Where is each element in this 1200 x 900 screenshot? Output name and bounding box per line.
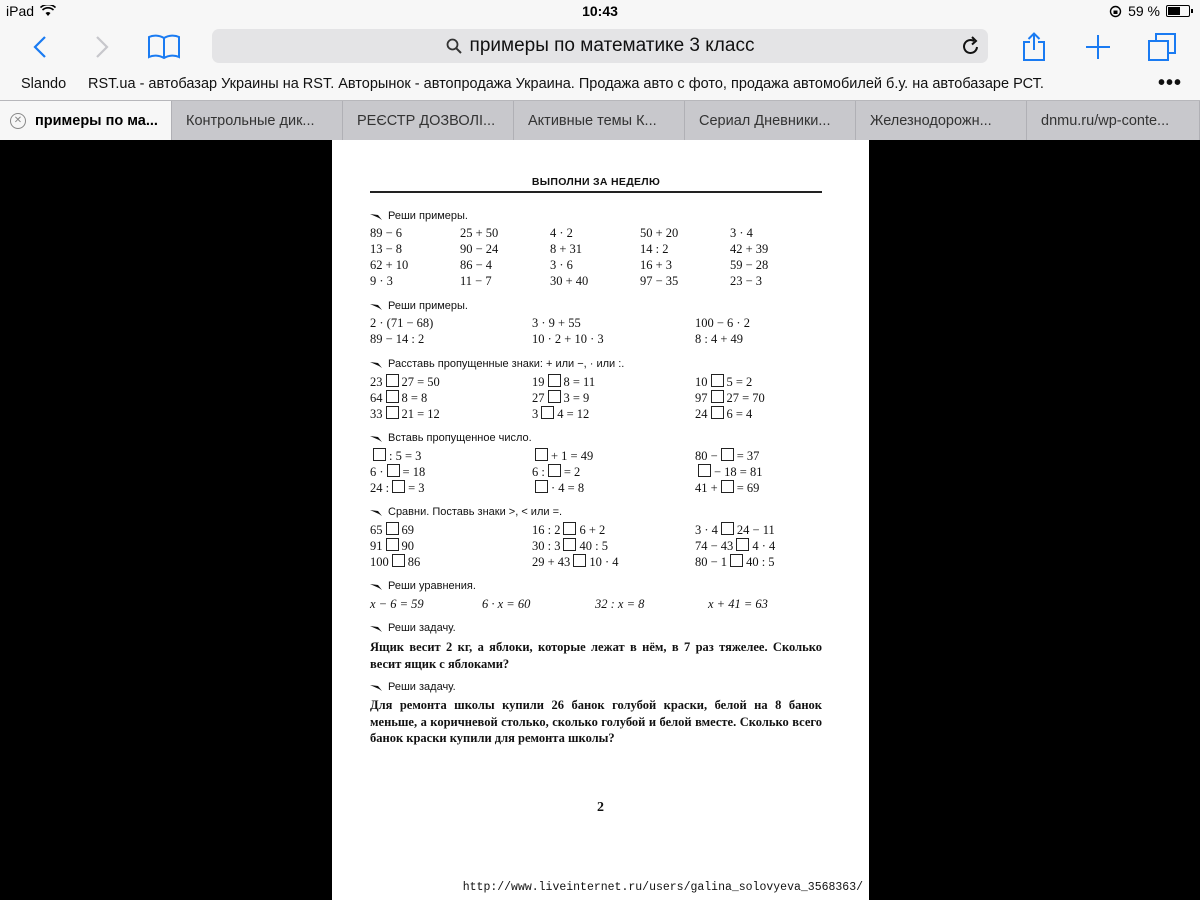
- section-heading: [370, 358, 624, 370]
- exercise-left: 3 · 4: [695, 523, 718, 537]
- exercise: 8 : 4 + 49: [695, 332, 744, 346]
- exercise-with-blank: [370, 374, 440, 390]
- chevron-right-icon: [95, 35, 109, 59]
- word-problem: Ящик весит 2 кг, а яблоки, которые лежат в нём, в 7 раз тяжелее. Сколько весит ящик с яблоками?: [370, 640, 822, 671]
- exercise-right: = 37: [736, 449, 760, 463]
- exercise-with-blank: [695, 448, 759, 464]
- heading-text: Сравни. Поставь знаки >, < или =.: [388, 506, 563, 518]
- section-heading: [370, 681, 456, 693]
- exercise: 97 − 35: [640, 274, 679, 288]
- exercise: 3 · 4: [730, 226, 753, 240]
- search-icon: [446, 38, 462, 54]
- pencil-icon: [370, 302, 383, 310]
- exercise-right: 21 = 12: [401, 407, 440, 421]
- exercise-right: 40 : 5: [746, 555, 775, 569]
- search-query: примеры по математике 3 класс: [469, 35, 755, 56]
- section-heading: [370, 300, 468, 312]
- exercise: 10 · 2 + 10 · 3: [532, 332, 604, 346]
- exercise-left: 74 − 43: [695, 539, 734, 553]
- blank-box: [711, 374, 724, 387]
- title-divider: [370, 191, 822, 193]
- pencil-icon: [370, 624, 383, 632]
- forward-button[interactable]: [84, 30, 120, 64]
- bookmarks-button[interactable]: [146, 30, 182, 64]
- heading-text: Реши задачу.: [388, 681, 456, 693]
- exercise-with-blank: [695, 406, 752, 422]
- exercise-left: 80 − 1: [695, 555, 728, 569]
- exercise: 62 + 10: [370, 258, 409, 272]
- exercise-with-blank: [370, 448, 421, 464]
- exercise: 23 − 3: [730, 274, 763, 288]
- exercise-right: = 2: [563, 465, 581, 479]
- exercise-with-blank: [532, 406, 589, 422]
- exercise-right: 40 : 5: [579, 539, 608, 553]
- tab[interactable]: [343, 101, 514, 140]
- exercise: 8 + 31: [550, 242, 583, 256]
- exercise: 89 − 6: [370, 226, 403, 240]
- exercise-with-blank: [532, 554, 618, 570]
- tab-label: РЕЄСТР ДОЗВОЛІ...: [357, 112, 496, 129]
- plus-icon: [1085, 34, 1111, 60]
- exercise-left: 33: [370, 407, 383, 421]
- exercise-right: = 18: [402, 465, 426, 479]
- page-number: 2: [597, 800, 604, 815]
- tab[interactable]: [1027, 101, 1200, 140]
- back-button[interactable]: [22, 30, 58, 64]
- exercise-with-blank: [695, 522, 775, 538]
- battery-icon: [1166, 5, 1190, 17]
- heading-text: Реши уравнения.: [388, 580, 476, 592]
- exercise-with-blank: [695, 538, 775, 554]
- exercise-left: 16 : 2: [532, 523, 561, 537]
- exercise: 16 + 3: [640, 258, 673, 272]
- exercise-with-blank: [695, 464, 762, 480]
- blank-box: [711, 390, 724, 403]
- exercise-left: 30 : 3: [532, 539, 561, 553]
- word-problem: Для ремонта школы купили 26 банок голубой краски, белой на 8 банок меньше, а коричневой столько, сколько голубой и белой вместе. Сколько всего банок краски купили для ремонта школы?: [370, 698, 822, 745]
- exercise-with-blank: [695, 554, 775, 570]
- blank-box: [563, 522, 576, 535]
- pencil-icon: [370, 582, 383, 590]
- exercise: 59 − 28: [730, 258, 769, 272]
- exercise-left: 19: [532, 375, 545, 389]
- exercise-left: 3: [532, 407, 539, 421]
- exercise-with-blank: [532, 464, 580, 480]
- tab-label: Железнодорожн...: [870, 112, 992, 129]
- blank-box: [736, 538, 749, 551]
- exercise-with-blank: [532, 480, 584, 496]
- exercise-left: 27: [532, 391, 545, 405]
- exercise-right: 27 = 50: [401, 375, 440, 389]
- blank-box: [548, 464, 561, 477]
- tabs-icon: [1147, 32, 1177, 62]
- close-tab-icon[interactable]: ✕: [10, 113, 26, 129]
- exercise: 2 · (71 − 68): [370, 316, 434, 330]
- blank-box: [386, 406, 399, 419]
- exercise-with-blank: [370, 406, 440, 422]
- exercise-with-blank: [695, 390, 765, 406]
- bookmarks-more[interactable]: •••: [1157, 72, 1182, 94]
- exercise-left: 97: [695, 391, 708, 405]
- exercise-right: 5 = 2: [726, 375, 753, 389]
- section-heading: [370, 622, 456, 634]
- exercise: 3 · 6: [550, 258, 573, 272]
- blank-box: [548, 390, 561, 403]
- blank-box: [392, 480, 405, 493]
- exercise-left: 80 −: [695, 449, 718, 463]
- exercise: 14 : 2: [640, 242, 669, 256]
- exercise: 89 − 14 : 2: [370, 332, 425, 346]
- blank-box: [373, 448, 386, 461]
- tab[interactable]: [685, 101, 856, 140]
- device-name: iPad: [6, 3, 35, 19]
- exercise-right: 4 = 12: [557, 407, 590, 421]
- exercise: x + 41 = 63: [708, 597, 768, 611]
- exercise-with-blank: [532, 538, 608, 554]
- bookmark-item[interactable]: RST.ua - автобазар Украины на RST. Авторынок - автопродажа Украина. Продажа авто с фото, продажа автомобилей б.у. на автобазаре РСТ.: [88, 76, 1044, 92]
- exercise-right: + 1 = 49: [551, 449, 594, 463]
- heading-text: Вставь пропущенное число.: [388, 432, 532, 444]
- bookmarks-bar: [0, 70, 1200, 100]
- exercise: 100 − 6 · 2: [695, 316, 750, 330]
- exercise-right: 24 − 11: [736, 523, 775, 537]
- exercise-with-blank: [532, 390, 589, 406]
- exercise: 13 − 8: [370, 242, 403, 256]
- blank-box: [386, 390, 399, 403]
- exercise: 3 · 9 + 55: [532, 316, 581, 330]
- blank-box: [721, 522, 734, 535]
- exercise: 30 + 40: [550, 274, 589, 288]
- exercise: 6 · x = 60: [482, 597, 531, 611]
- exercise: 50 + 20: [640, 226, 679, 240]
- blank-box: [721, 480, 734, 493]
- exercise-with-blank: [370, 554, 420, 570]
- exercise-left: 24: [695, 407, 708, 421]
- book-icon: [147, 34, 181, 60]
- tab[interactable]: [172, 101, 343, 140]
- exercise-right: 8 = 8: [401, 391, 428, 405]
- exercise-right: = 69: [736, 481, 760, 495]
- share-button[interactable]: [1016, 30, 1052, 64]
- blank-box: [535, 480, 548, 493]
- exercise-right: 6 = 4: [726, 407, 753, 421]
- heading-text: Реши задачу.: [388, 622, 456, 634]
- exercise: 86 − 4: [460, 258, 493, 272]
- exercise-right: 8 = 11: [563, 375, 596, 389]
- heading-text: Реши примеры.: [388, 300, 468, 312]
- section-heading: [370, 210, 468, 222]
- exercise: 11 − 7: [460, 274, 492, 288]
- blank-box: [698, 464, 711, 477]
- exercise-right: − 18 = 81: [714, 465, 763, 479]
- exercise-left: 23: [370, 375, 383, 389]
- exercise-left: 29 + 43: [532, 555, 571, 569]
- exercise-with-blank: [532, 374, 595, 390]
- exercise: 32 : x = 8: [595, 597, 645, 611]
- bookmark-item[interactable]: Slando: [21, 76, 67, 92]
- heading-text: Реши примеры.: [388, 210, 468, 222]
- page-title: ВЫПОЛНИ ЗА НЕДЕЛЮ: [531, 176, 661, 188]
- exercise-left: 6 :: [532, 465, 545, 479]
- pencil-icon: [370, 434, 383, 442]
- tab-label: Контрольные дик...: [186, 112, 315, 129]
- exercise-with-blank: [695, 480, 759, 496]
- exercise-right: 69: [401, 523, 414, 537]
- rotation-lock-icon: [1109, 5, 1122, 18]
- exercise-with-blank: [532, 448, 593, 464]
- reload-button[interactable]: [962, 36, 980, 62]
- tab-label: примеры по ма...: [35, 112, 158, 129]
- exercise-left: 24 :: [370, 481, 390, 495]
- section-heading: [370, 506, 562, 518]
- exercise: x − 6 = 59: [370, 597, 424, 611]
- exercise-right: 6 + 2: [579, 523, 606, 537]
- reload-icon: [962, 36, 980, 56]
- blank-box: [386, 374, 399, 387]
- exercise: 90 − 24: [460, 242, 499, 256]
- exercise: 9 · 3: [370, 274, 393, 288]
- tab[interactable]: [514, 101, 685, 140]
- exercise-with-blank: [370, 390, 427, 406]
- exercise-left: 6 ·: [370, 465, 384, 479]
- tab-active[interactable]: [0, 101, 172, 140]
- new-tab-button[interactable]: [1080, 30, 1116, 64]
- blank-box: [386, 522, 399, 535]
- pencil-icon: [370, 360, 383, 368]
- blank-box: [535, 448, 548, 461]
- tab-strip: [0, 100, 1200, 140]
- tab-label: dnmu.ru/wp-conte...: [1041, 112, 1170, 129]
- exercise-right: 4 · 4: [752, 539, 776, 553]
- exercise-right: : 5 = 3: [389, 449, 422, 463]
- chevron-left-icon: [33, 35, 47, 59]
- clock: 10:43: [582, 3, 618, 19]
- section-heading: [370, 580, 476, 592]
- blank-box: [386, 538, 399, 551]
- exercise-with-blank: [370, 538, 414, 554]
- exercise-left: 41 +: [695, 481, 718, 495]
- exercise-right: = 3: [408, 481, 425, 495]
- tabs-overview-button[interactable]: [1144, 30, 1180, 64]
- exercise-with-blank: [370, 480, 425, 496]
- exercise-left: 65: [370, 523, 383, 537]
- blank-box: [563, 538, 576, 551]
- address-bar[interactable]: [212, 29, 988, 63]
- exercise-left: 64: [370, 391, 383, 405]
- blank-box: [392, 554, 405, 567]
- exercise-with-blank: [532, 522, 605, 538]
- exercise: 4 · 2: [550, 226, 573, 240]
- tab-label: Активные темы К...: [528, 112, 657, 129]
- exercise-right: 10 · 4: [589, 555, 619, 569]
- exercise-right: 3 = 9: [563, 391, 590, 405]
- tab[interactable]: [856, 101, 1027, 140]
- exercise-left: 91: [370, 539, 383, 553]
- blank-box: [548, 374, 561, 387]
- share-icon: [1022, 32, 1046, 62]
- exercise: 42 + 39: [730, 242, 769, 256]
- blank-box: [721, 448, 734, 461]
- section-heading: [370, 432, 532, 444]
- tab-label: Сериал Дневники...: [699, 112, 831, 129]
- blank-box: [730, 554, 743, 567]
- exercise-right: · 4 = 8: [551, 481, 585, 495]
- blank-box: [711, 406, 724, 419]
- browser-toolbar: [0, 24, 1200, 70]
- exercise-right: 27 = 70: [726, 391, 765, 405]
- pencil-icon: [370, 683, 383, 691]
- source-url: http://www.liveinternet.ru/users/galina_solovyeva_3568363/: [462, 881, 863, 894]
- exercise-right: 86: [407, 555, 421, 569]
- exercise-left: 100: [370, 555, 389, 569]
- pencil-icon: [370, 212, 383, 220]
- exercise: 25 + 50: [460, 226, 499, 240]
- blank-box: [541, 406, 554, 419]
- status-bar: [0, 0, 1200, 24]
- exercise-with-blank: [695, 374, 752, 390]
- pencil-icon: [370, 508, 383, 516]
- blank-box: [573, 554, 586, 567]
- exercise-with-blank: [370, 464, 425, 480]
- worksheet-page: [332, 140, 869, 900]
- battery-percent: 59 %: [1128, 3, 1160, 19]
- exercise-with-blank: [370, 522, 414, 538]
- heading-text: Расставь пропущенные знаки: + или −, · или :.: [388, 358, 625, 370]
- exercise-left: 10: [695, 375, 708, 389]
- blank-box: [387, 464, 400, 477]
- exercise-right: 90: [401, 539, 414, 553]
